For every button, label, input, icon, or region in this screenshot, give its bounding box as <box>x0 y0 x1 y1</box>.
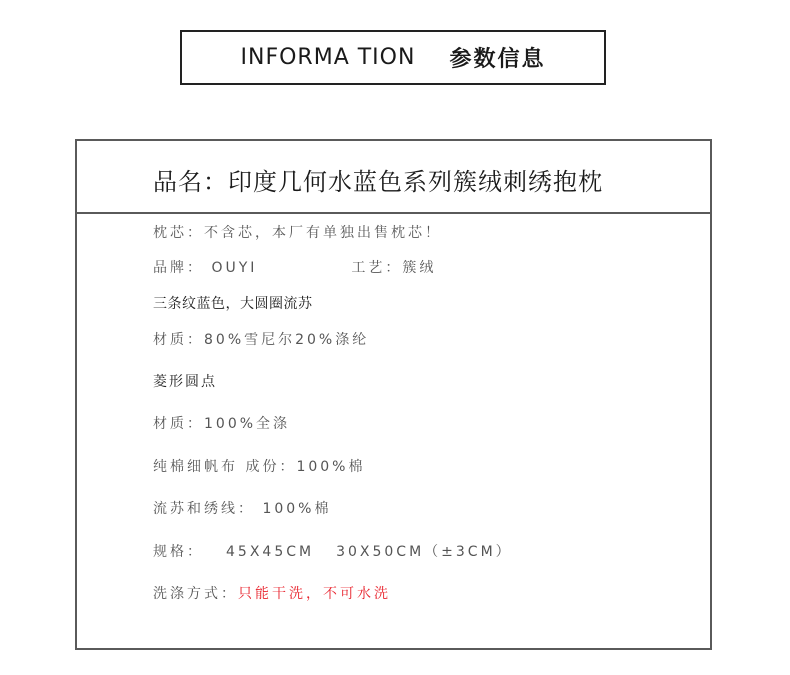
spec-size-row <box>153 541 513 561</box>
spec-size-one: 45X45CM <box>226 544 315 560</box>
spec-style-two: 菱形圆点 <box>153 374 217 390</box>
spec-wash-value: 只能干洗，不可水洗 <box>238 586 391 602</box>
spec-material-two: 材质：100%全涤 <box>153 416 291 432</box>
spec-size-label: 规格： <box>153 544 204 560</box>
spec-brand-craft-row <box>153 257 436 277</box>
product-name-header <box>77 141 710 214</box>
product-info-panel <box>75 139 712 650</box>
spec-wash-label: 洗涤方式： <box>153 586 238 602</box>
spec-size-two: 30X50CM（±3CM） <box>336 544 513 560</box>
section-title-box <box>180 30 606 85</box>
spec-pillow-core: 枕芯：不含芯，本厂有单独出售枕芯！ <box>153 225 442 241</box>
spec-material-one: 材质：80%雪尼尔20%涤纶 <box>153 332 370 348</box>
product-name: 品名：印度几何水蓝色系列簇绒刺绣抱枕 <box>153 168 603 196</box>
spec-fabric: 纯棉细帆布 成份：100%棉 <box>153 459 366 475</box>
spec-craft: 工艺：簇绒 <box>351 260 437 276</box>
spec-brand: 品牌： OUYI <box>153 260 258 276</box>
spec-wash-row <box>153 583 391 603</box>
spec-style-one: 三条纹蓝色，大圆圈流苏 <box>153 296 313 312</box>
section-title-chinese: 参数信息 <box>449 47 546 72</box>
spec-tassel: 流苏和绣线： 100%棉 <box>153 501 332 517</box>
section-title-english: INFORMA TION <box>240 45 416 70</box>
